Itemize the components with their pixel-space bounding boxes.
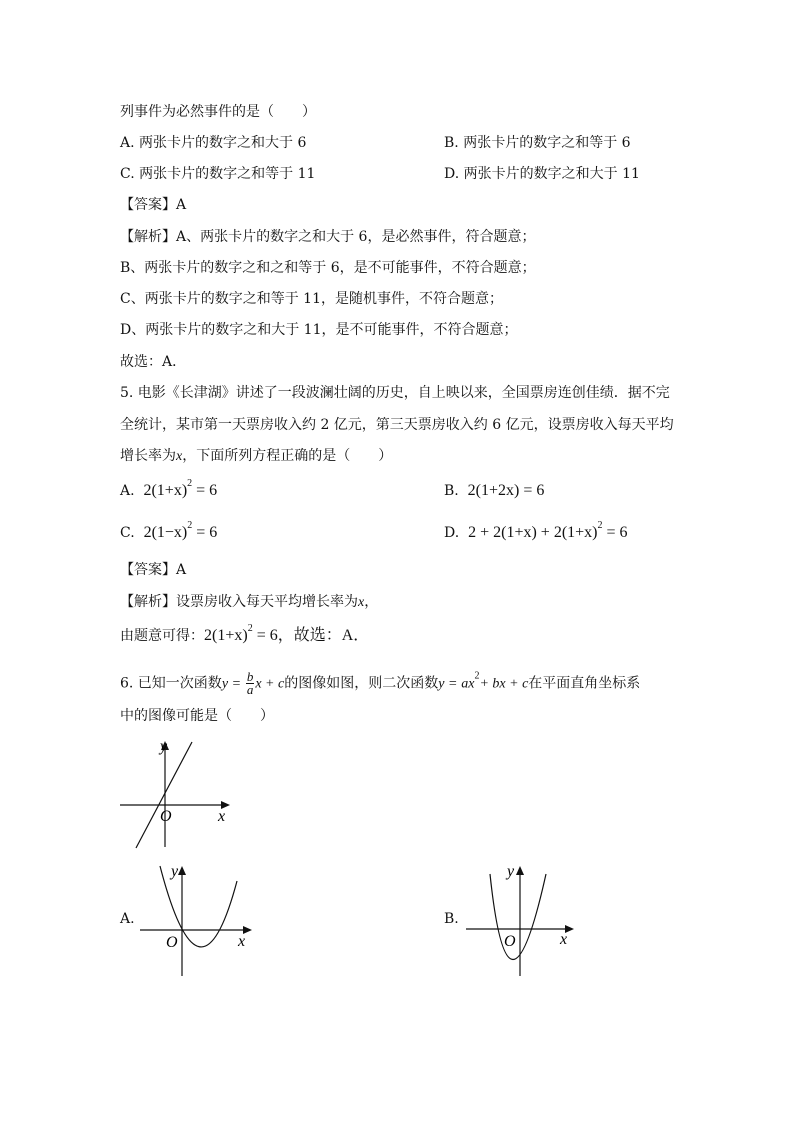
axis-label-y: y xyxy=(507,863,515,880)
axis-label-y: y xyxy=(160,738,168,755)
option-a-parabola-graph xyxy=(138,860,268,980)
q5-option-d: D. $2 + 2(1+x) + 2(1+x)^2 = 6$ xyxy=(444,520,628,541)
q4-option-b: B. 两张卡片的数字之和等于 6 xyxy=(444,135,631,151)
q4-analysis-1: 【解析】A、两张卡片的数字之和大于 6，是必然事件，符合题意； xyxy=(120,229,536,245)
axis-label-x: x xyxy=(560,931,568,948)
q6-option-a-label: A. xyxy=(120,911,135,927)
q5-stem-3: 增长率为x，下面所列方程正确的是（ ） xyxy=(120,448,393,464)
origin-label: O xyxy=(166,934,178,951)
q4-analysis-3: C、两张卡片的数字之和等于 11，是随机事件，不符合题意； xyxy=(120,291,503,307)
origin-label: O xyxy=(160,808,172,825)
fraction-b-over-a: $\frac{b}{a}$ xyxy=(246,669,254,697)
q4-conclusion: 故选：A． xyxy=(120,354,187,370)
q4-analysis-2: B、两张卡片的数字之和之和等于 6，是不可能事件，不符合题意； xyxy=(120,260,536,276)
axis-label-y: y xyxy=(171,863,179,880)
q5-option-c: C. $2(1-x)^2 = 6$ xyxy=(120,520,218,541)
q4-option-c: C. 两张卡片的数字之和等于 11 xyxy=(120,166,316,182)
q5-stem-2: 全统计，某市第一天票房收入约 2 亿元，第三天票房收入约 6 亿元，设票房收入每天平均 xyxy=(120,417,674,433)
q6-stem-2: 中的图像可能是（ ） xyxy=(120,708,274,724)
option-b-parabola-graph xyxy=(460,860,590,980)
q6-stem-1: 6. 已知一次函数y = $\frac{b}{a}$ x + c的图像如图，则二次函数$y = ax^2+$ bx + c在平面直角坐标系 xyxy=(120,669,641,697)
q6-option-b-label: B. xyxy=(444,911,459,927)
q5-option-a: A. $2(1+x)^2 = 6$ xyxy=(120,478,218,499)
axis-label-x: x xyxy=(238,933,246,950)
q5-option-b: B. 2(1+2x) = 6 xyxy=(444,482,545,499)
q4-analysis-4: D、两张卡片的数字之和大于 11，是不可能事件，不符合题意； xyxy=(120,322,518,338)
axis-label-x: x xyxy=(218,808,226,825)
q5-analysis: 【解析】设票房收入每天平均增长率为x， xyxy=(120,594,379,610)
q4-answer: 【答案】A xyxy=(120,197,187,213)
origin-label: O xyxy=(504,933,516,950)
q4-option-a: A. 两张卡片的数字之和大于 6 xyxy=(120,135,307,151)
q5-stem-1: 5. 电影《长津湖》讲述了一段波澜壮阔的历史，自上映以来，全国票房连创佳绩．据不完 xyxy=(120,385,670,401)
q5-answer: 【答案】A xyxy=(120,562,187,578)
q4-stem: 列事件为必然事件的是（ ） xyxy=(120,104,316,120)
linear-function-graph xyxy=(118,735,238,850)
q4-option-d: D. 两张卡片的数字之和大于 11 xyxy=(444,166,640,182)
q5-deduction: 由题意可得：$2(1+x)^2 = 6$，故选：A． xyxy=(120,623,370,644)
